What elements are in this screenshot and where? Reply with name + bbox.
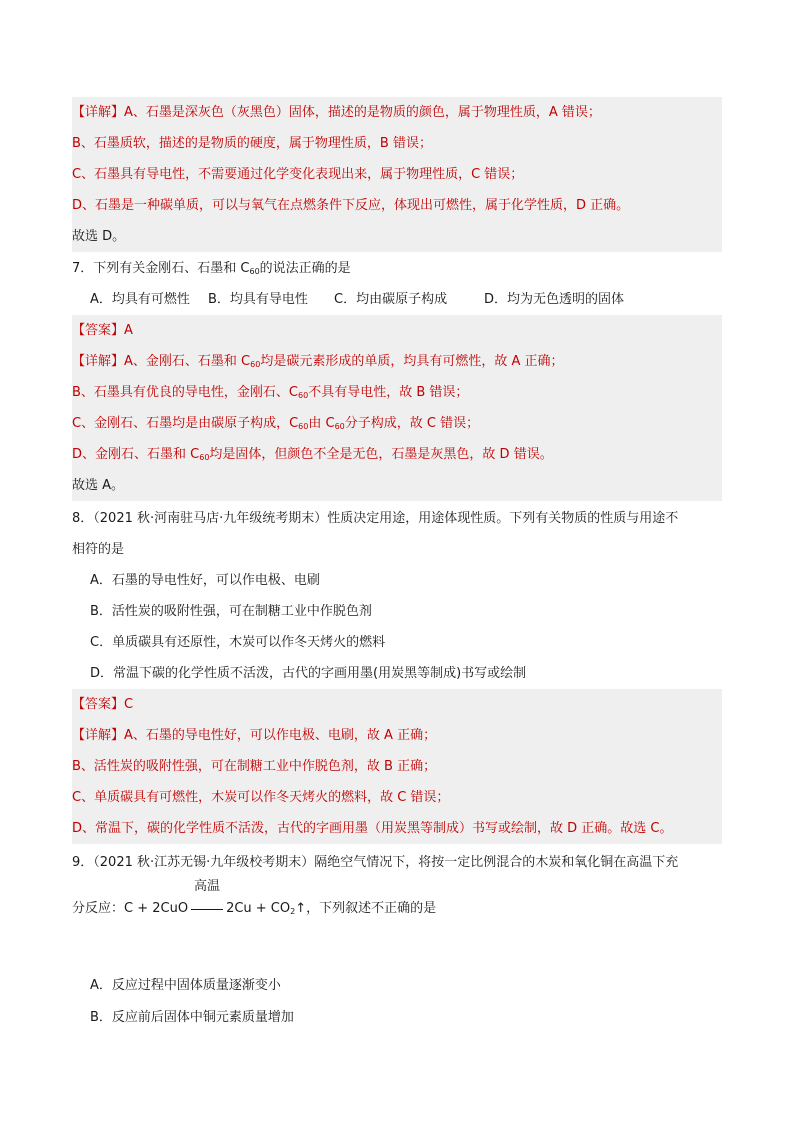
condition-bar bbox=[191, 909, 223, 910]
answer-tag: 【答案】 bbox=[72, 697, 125, 712]
explanation-line: D、石墨是一种碳单质，可以与氧气在点燃条件下反应，体现出可燃性，属于化学性质，D 正确。 bbox=[72, 190, 722, 221]
question-8-stem: 8．（2021 秋·河南驻马店·九年级统考期末）性质决定用途，用途体现性质。下列有关物质的性质与用途不 bbox=[72, 511, 679, 526]
explanation-line: B、活性炭的吸附性强，可在制糖工业中作脱色剂，故 B 正确； bbox=[72, 751, 722, 782]
option-b: B．活性炭的吸附性强，可在制糖工业中作脱色剂 bbox=[90, 604, 372, 619]
option-c: C．单质碳具有还原性，木炭可以作冬天烤火的燃料 bbox=[90, 635, 386, 650]
option-c: C．均由碳原子构成 bbox=[334, 292, 448, 307]
option-d: D．均为无色透明的固体 bbox=[484, 292, 625, 307]
answer-value: A bbox=[124, 323, 133, 338]
explanation-line: 【详解】A、金刚石、石墨和 $C_{60}$均是碳元素形成的单质，均具有可燃性，故 A 正确； bbox=[72, 346, 722, 377]
conclusion-line: 故选 A。 bbox=[72, 470, 722, 501]
explanation-text: A、石墨是深灰色（灰黑色）固体，描述的是物质的颜色，属于物理性质，A 错误； bbox=[124, 105, 601, 120]
option-b: B．均具有导电性 bbox=[208, 292, 308, 307]
detail-tag: 【详解】 bbox=[72, 728, 125, 743]
explanation-line: D、常温下，碳的化学性质不活泼，古代的字画用墨（用炭黑等制成）书写或绘制，故 D 正确。故选 C。 bbox=[72, 813, 722, 844]
answer-tag: 【答案】 bbox=[72, 323, 125, 338]
question-7-stem: 7．下列有关金刚石、石墨和 $C_{60}$的说法正确的是 bbox=[72, 261, 351, 276]
question-8-stem-cont: 相符的是 bbox=[72, 542, 125, 557]
option-a: A．均具有可燃性 bbox=[90, 292, 190, 307]
explanation-line: C、石墨具有导电性，不需要通过化学变化表现出来，属于物理性质，C 错误； bbox=[72, 159, 722, 190]
explanation-line: B、石墨质软，描述的是物质的硬度，属于物理性质，B 错误； bbox=[72, 128, 722, 159]
detail-tag: 【详解】 bbox=[72, 105, 125, 120]
answer-line bbox=[72, 689, 722, 720]
question-9-equation-line: 分反应：C + 2CuO 高温 $2Cu + CO_2↑$，下列叙述不正确的是 bbox=[72, 893, 722, 924]
conclusion-line: 故选 D。 bbox=[72, 221, 722, 252]
explanation-line: B、石墨具有优良的导电性，金刚石、$C_{60}$不具有导电性，故 B 错误； bbox=[72, 377, 722, 408]
option-a: A．石墨的导电性好，可以作电极、电刷 bbox=[90, 573, 320, 588]
option-d: D．常温下碳的化学性质不活泼，古代的字画用墨(用炭黑等制成)书写或绘制 bbox=[90, 666, 527, 681]
explanation-line: D、金刚石、石墨和 $C_{60}$均是固体，但颜色不全是无色，石墨是灰黑色，故 D 错误。 bbox=[72, 439, 722, 470]
option-b: B．反应前后固体中铜元素质量增加 bbox=[90, 1010, 294, 1025]
detail-tag: 【详解】 bbox=[72, 354, 125, 369]
answer-value: C bbox=[124, 697, 134, 712]
answer-line bbox=[72, 315, 722, 346]
option-a: A．反应过程中固体质量逐渐变小 bbox=[90, 978, 281, 993]
reaction-condition: 高温 bbox=[191, 893, 223, 924]
question-9-stem: 9．（2021 秋·江苏无锡·九年级校考期末）隔绝空气情况下，将按一定比例混合的木炭和氧化铜在高温下充 bbox=[72, 855, 679, 870]
explanation-line bbox=[72, 97, 722, 128]
explanation-line: C、单质碳具有可燃性，木炭可以作冬天烤火的燃料，故 C 错误； bbox=[72, 782, 722, 813]
explanation-line: C、金刚石、石墨均是由碳原子构成，$C_{60}$由 $C_{60}$分子构成，故 C 错误； bbox=[72, 408, 722, 439]
question-7-options bbox=[90, 284, 722, 315]
explanation-line: 【详解】A、石墨的导电性好，可以作电极、电刷，故 A 正确； bbox=[72, 720, 722, 751]
